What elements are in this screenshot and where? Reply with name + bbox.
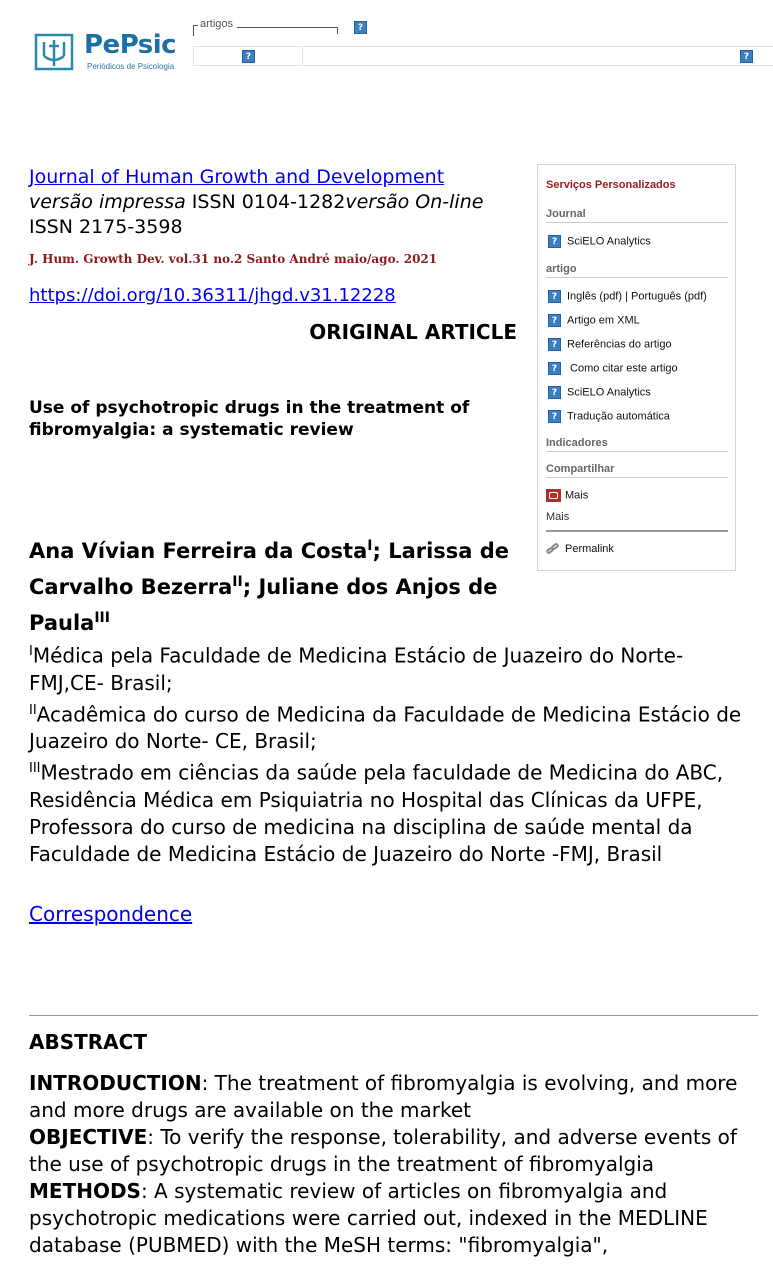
affiliation — [29, 697, 764, 756]
article-title: Use of psychotropic drugs in the treatment of fibromyalgia: a systematic review — [29, 398, 470, 440]
permalink-link[interactable] — [546, 543, 614, 555]
affiliation-text: Mestrado em ciências da saúde pela faculdade de Medicina do ABC, Residência Médica em Psiquiatria no Hospital das Clínicas da UFPE, Professora do curso de medicina na disciplina de saúde mental da Faculdade de Medicina Estácio de Juazeiro do Norte -FMJ, Brasil — [29, 760, 724, 866]
affiliation — [29, 638, 764, 697]
author-sup: II — [232, 574, 243, 590]
pdf-links[interactable] — [548, 290, 707, 303]
help-icon: ? — [548, 386, 561, 399]
online-issn: ISSN 2175-3598 — [29, 216, 183, 238]
xml-article-link[interactable] — [548, 314, 640, 327]
toolbar — [193, 46, 773, 66]
affiliation-text: Acadêmica do curso de Medicina da Faculdade de Medicina Estácio de Juazeiro do Norte- CE, Brasil; — [29, 702, 742, 754]
share-icon — [546, 489, 561, 502]
services-journal-section: Journal — [546, 208, 728, 223]
help-icon: ? — [548, 290, 561, 303]
print-issn: ISSN 0104-1282 — [185, 191, 346, 213]
abstract-paragraph — [29, 1178, 764, 1259]
pepsic-logo-icon — [34, 32, 74, 72]
help-icon: ? — [548, 338, 561, 351]
author-name: Larissa de Carvalho Bezerra — [29, 539, 510, 599]
search-scope-label: artigos — [200, 18, 234, 30]
author-sup: III — [94, 610, 110, 626]
help-icon[interactable]: ? — [242, 50, 255, 63]
online-version-label: versão On-line — [345, 191, 484, 213]
article-type: ORIGINAL ARTICLE — [309, 320, 517, 344]
share-mais-link[interactable]: Mais — [546, 511, 570, 523]
abstract-label: OBJECTIVE — [29, 1125, 148, 1149]
search-field-line[interactable] — [237, 27, 338, 34]
how-to-cite-link[interactable] — [548, 362, 678, 375]
services-panel — [537, 164, 736, 571]
journal-citation: J. Hum. Growth Dev. vol.31 no.2 Santo André maio/ago. 2021 — [29, 252, 438, 266]
scielo-analytics-article-link[interactable] — [548, 386, 651, 399]
service-item-label: SciELO Analytics — [567, 386, 651, 399]
abstract-paragraph — [29, 1124, 764, 1178]
scielo-analytics-journal-link[interactable] — [548, 235, 651, 248]
help-icon: ? — [548, 314, 561, 327]
divider — [29, 1015, 758, 1016]
service-item-label: Tradução automática — [567, 410, 670, 423]
logo-name: PePsic — [84, 30, 177, 60]
logo-subtitle: Periódicos de Psicologia — [87, 62, 175, 71]
help-icon[interactable]: ? — [354, 21, 367, 34]
services-title: Serviços Personalizados — [546, 179, 676, 191]
automatic-translation-link[interactable] — [548, 410, 670, 423]
service-item-label: Referências do artigo — [567, 338, 672, 351]
service-item-label: Inglês (pdf) | Português (pdf) — [567, 290, 707, 303]
journal-info — [29, 165, 499, 240]
affiliation-sup: III — [29, 761, 41, 777]
service-item-label: Artigo em XML — [567, 314, 640, 327]
affiliation-text: Médica pela Faculdade de Medicina Estácio de Juazeiro do Norte- FMJ,CE- Brasil; — [29, 643, 684, 695]
print-version-label: versão impressa — [29, 191, 186, 213]
abstract-text: : The treatment of fibromyalgia is evolving, and more and more drugs are available on the market — [29, 1071, 738, 1122]
abstract-body — [29, 1070, 764, 1259]
author-sup: I — [367, 538, 373, 554]
journal-name-link[interactable]: Journal of Human Growth and Development — [29, 166, 445, 188]
share-mais-label: Mais — [565, 489, 589, 502]
abstract-text: : To verify the response, tolerability, and adverse events of the use of psychotropic drugs in the treatment of fibromyalgia — [29, 1125, 737, 1176]
affiliations — [29, 638, 764, 868]
pepsic-logo[interactable] — [34, 30, 184, 74]
services-share-section: Compartilhar — [546, 463, 728, 478]
search-bracket — [193, 25, 198, 36]
service-item-label: Como citar este artigo — [567, 362, 678, 375]
affiliation-sup: II — [29, 702, 37, 718]
services-indicators-section[interactable]: Indicadores — [546, 437, 728, 452]
abstract-paragraph — [29, 1070, 764, 1124]
correspondence-link[interactable]: Correspondence — [29, 902, 193, 926]
abstract-text: : A systematic review of articles on fibromyalgia and psychotropic medications were carried out, indexed in the MEDLINE database (PUBMED) with the MeSH terms: "fibromyalgia", — [29, 1179, 708, 1257]
references-link[interactable] — [548, 338, 672, 351]
help-icon: ? — [548, 410, 561, 423]
permalink-label: Permalink — [565, 543, 614, 555]
services-article-section: artigo — [546, 263, 728, 278]
author-separator: ; — [242, 575, 259, 599]
abstract-title: ABSTRACT — [29, 1030, 147, 1054]
abstract-label: METHODS — [29, 1179, 141, 1203]
doi-link[interactable]: https://doi.org/10.36311/jhgd.v31.12228 — [29, 285, 396, 306]
affiliation-sup: I — [29, 644, 33, 659]
services-divider — [546, 530, 728, 532]
authors — [29, 531, 529, 639]
link-icon — [546, 544, 560, 554]
affiliation — [29, 755, 764, 868]
help-icon: ? — [548, 362, 561, 375]
service-item-label: SciELO Analytics — [567, 235, 651, 248]
help-icon: ? — [548, 235, 561, 248]
share-mais-button[interactable] — [546, 489, 588, 502]
help-icon[interactable]: ? — [740, 50, 753, 63]
author-separator: ; — [372, 539, 389, 563]
author-name: Juliane dos Anjos de Paula — [29, 575, 498, 635]
author-name: Ana Vívian Ferreira da Costa — [29, 539, 368, 563]
abstract-label: INTRODUCTION — [29, 1071, 202, 1095]
